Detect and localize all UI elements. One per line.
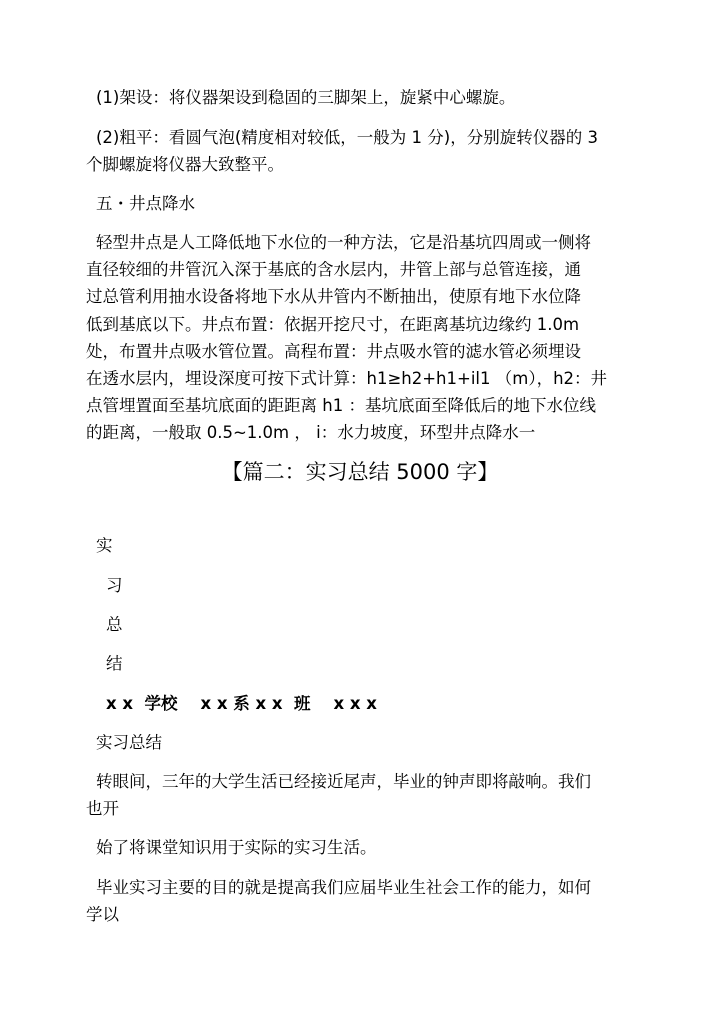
paragraph-line: 直径较细的井管沉入深于基底的含水层内，井管上部与总管连接，通 bbox=[86, 260, 581, 280]
step-rough-level-text-line-2: 个脚螺旋将仪器大致整平。 bbox=[86, 155, 284, 174]
paragraph-line: 轻型井点是人工降低地下水位的一种方法，它是沿基坑四周或一侧将 bbox=[96, 233, 591, 252]
summary-paragraph-3-line-2: 学以 bbox=[86, 905, 119, 924]
step-setup-text: (1)架设：将仪器架设到稳固的三脚架上，旋紧中心螺旋。 bbox=[96, 88, 516, 107]
summary-paragraph-3-line-1: 毕业实习主要的目的就是提高我们应届毕业生社会工作的能力，如何 bbox=[96, 878, 591, 897]
paragraph-line: 的距离，一般取 0.5~1.0m ， i：水力坡度，环型井点降水一 bbox=[86, 423, 536, 443]
summary-paragraph-1-line-1: 转眼间，三年的大学生活已经接近尾声，毕业的钟声即将敲响。我们 bbox=[96, 772, 591, 791]
vertical-title-char: 总 bbox=[106, 615, 123, 634]
paragraph-line: 过总管利用抽水设备将地下水从井管内不断抽出，使原有地下水位降 bbox=[86, 287, 581, 307]
paragraph-line: 低到基底以下。井点布置：依据开挖尺寸，在距离基坑边缘约 1.0m bbox=[86, 314, 580, 334]
section-title-well-point-dewatering: 五・井点降水 bbox=[96, 194, 195, 213]
paragraph-line: 点管埋置面至基坑底面的距距离 h1 ：基坑底面至降低后的地下水位线 bbox=[86, 396, 596, 416]
well-point-dewatering-paragraph bbox=[86, 229, 636, 447]
paragraph-line: 处，布置井点吸水管位置。高程布置：井点吸水管的滤水管必须埋设 bbox=[86, 341, 581, 361]
paragraph-line: 在透水层内，埋设深度可按下式计算：h1≥h2+h1+il1 （m），h2：井 bbox=[86, 369, 608, 389]
summary-paragraph-1-line-2: 也开 bbox=[86, 799, 119, 818]
step-rough-level-text-line-1: (2)粗平：看圆气泡(精度相对较低，一般为 1 分)，分别旋转仪器的 3 bbox=[96, 128, 598, 147]
vertical-title-char: 结 bbox=[106, 654, 123, 673]
vertical-title-char: 习 bbox=[106, 576, 123, 595]
part-two-heading: 【篇二：实习总结 5000 字】 bbox=[221, 460, 499, 484]
vertical-title-char: 实 bbox=[96, 536, 113, 555]
school-class-name-line: x x 学校 x x 系 x x 班 x x x bbox=[106, 694, 377, 713]
subtitle-internship-summary: 实习总结 bbox=[96, 733, 162, 752]
summary-paragraph-2: 始了将课堂知识用于实际的实习生活。 bbox=[96, 838, 377, 857]
